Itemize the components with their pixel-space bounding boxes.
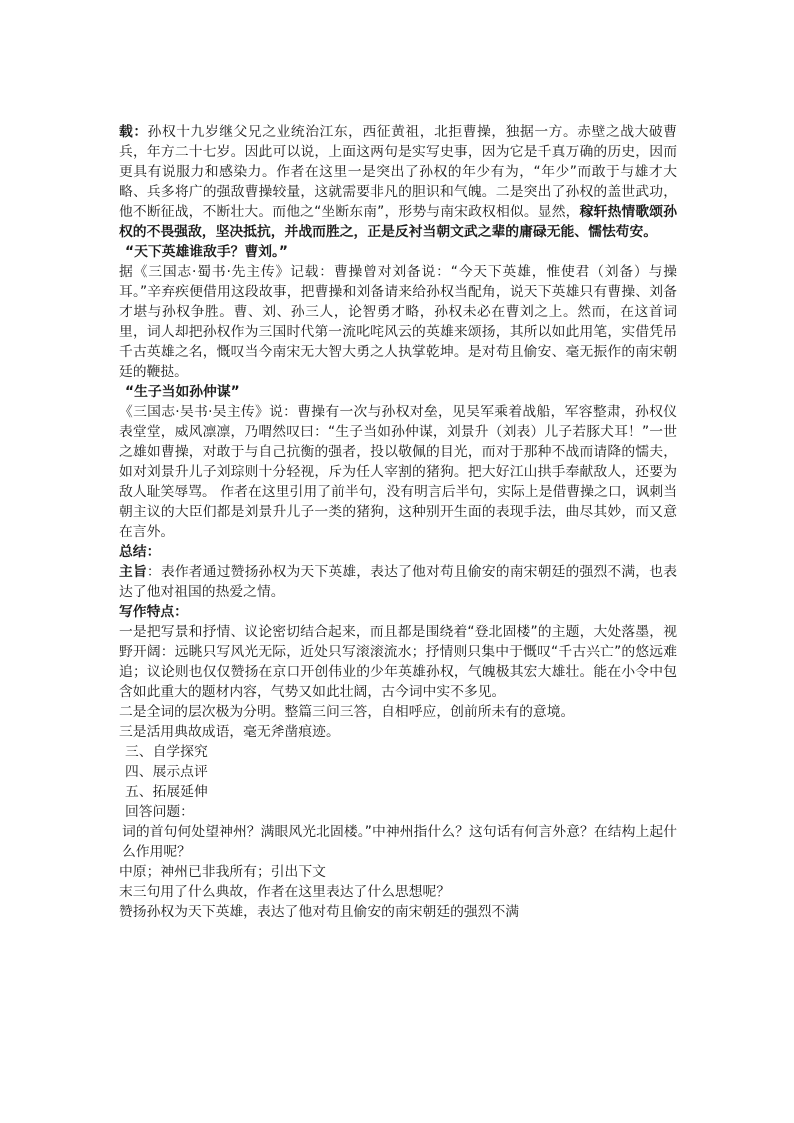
paragraph-sun-quan-history: [119, 122, 677, 242]
text-run-bold: 稼轩热情歌颂孙权的不畏强敌，坚决抵抗，并战而胜之，正是反衬当朝文武之辈的庸碌无能、懦怯苟安。: [119, 204, 677, 240]
text-run: ：表作者通过赞扬孙权为天下英雄，表达了他对苟且偷安的南宋朝廷的强烈不满，也表达了他对祖国的热爱之情。: [119, 564, 678, 600]
list-item-questions: 回答问题：: [125, 804, 194, 820]
paragraph-feature-2: 二是全词的层次极为分明。整篇三问三答，自相呼应，创前所未有的意境。: [119, 704, 575, 720]
text-run: 孙权十九岁继父兄之业统治江东，西征黄祖，北拒曹操，独据一方。赤壁之战大破曹兵，年方二十七岁。因此可以说，上面这两句是实写史事，因为它是千真万确的历史，因而更具有说服力和感染力。作者在这里一是突出了孙权的年少有为，“年少”而敢于与雄才大略、兵多将广的强敌曹操较量，这就需要非凡的胆识和气魄。二是突出了孙权的盖世武功，他不断征战，不断壮大。而他之“坐断东南”，形势与南宋政权相似。显然，: [119, 124, 678, 220]
paragraph-cao-liu: 据《三国志·蜀书·先主传》记载：曹操曾对刘备说：“今天下英雄，惟使君（刘备）与操耳。”辛弃疾便借用这段故事，把曹操和刘备请来给孙权当配角，说天下英雄只有曹操、刘备才堪与孙权争胜。曹、刘、孙三人，论智勇才略，孙权未必在曹刘之上。然而，在这首词里，词人却把孙权作为三国时代第一流叱咤风云的英雄来颂扬，其所以如此用笔，实借凭吊千古英雄之名，慨叹当今南宋无大智大勇之人执掌乾坤。是对苟且偷安、毫无振作的南宋朝廷的鞭挞。: [119, 264, 677, 380]
answer-2: 赞扬孙权为天下英雄，表达了他对苟且偷安的南宋朝廷的强烈不满: [119, 904, 520, 920]
list-item-presentation: 四、展示点评: [125, 764, 208, 780]
paragraph-feature-1: 一是把写景和抒情、议论密切结合起来，而且都是围绕着“登北固楼”的主题，大处落墨，视野开阔：远眺只写风光无际，近处只写滚滚流水；抒情则只集中于慨叹“千古兴亡”的悠远难追；议论则也仅仅赞扬在京口开创伟业的少年英雄孙权，气魄极其宏大雄壮。能在小令中包含如此重大的题材内容，气势又如此壮阔，古今词中实不多见。: [119, 624, 677, 700]
question-2: 末三句用了什么典故，作者在这里表达了什么思想呢？: [119, 884, 451, 900]
list-item-self-study: 三、自学探究: [125, 744, 208, 760]
question-1: 词的首句何处望神州？满眼风光北固楼。”中神州指什么？这句话有何言外意？在结构上起什么作用呢？: [122, 824, 677, 860]
text-run-bold: 主旨: [119, 564, 147, 580]
paragraph-sun-zhongmou: 《三国志·吴书·吴主传》说：曹操有一次与孙权对垒，见吴军乘着战船，军容整肃，孙权仪表堂堂，威风凛凛，乃喟然叹曰：“生子当如孙仲谋，刘景升（刘表）儿子若豚犬耳！”一世之雄如曹操，对敢于与自己抗衡的强者，投以敬佩的目光，而对于那种不战而请降的懦夫，如对刘景升儿子刘琮则十分轻视，斥为任人宰割的猪狗。把大好江山拱手奉献敌人，还要为敌人耻笑辱骂。 作者在这里引用了前半句，没有明言后半句，实际上是借曹操之口，讽刺当朝主议的大臣们都是刘景升儿子一类的猪狗，这种别开生面的表现手法，曲尽其妙，而又意在言外。: [119, 404, 677, 540]
paragraph-feature-3: 三是活用典故成语，毫无斧凿痕迹。: [119, 724, 340, 740]
section-heading-summary: 总结：: [119, 544, 161, 560]
list-item-extension: 五、拓展延伸: [125, 784, 208, 800]
text-run-bold: 载：: [119, 124, 148, 140]
section-heading-writing-features: 写作特点：: [119, 604, 188, 620]
paragraph-main-idea: [119, 562, 677, 602]
document-body: [119, 122, 677, 922]
quote-heading-tianxia-yingxiong: “天下英雄谁敌手？曹刘。”: [125, 244, 289, 260]
quote-heading-shengzi: “生子当如孙仲谋”: [125, 384, 240, 400]
answer-1: 中原；神州已非我所有；引出下文: [119, 864, 326, 880]
